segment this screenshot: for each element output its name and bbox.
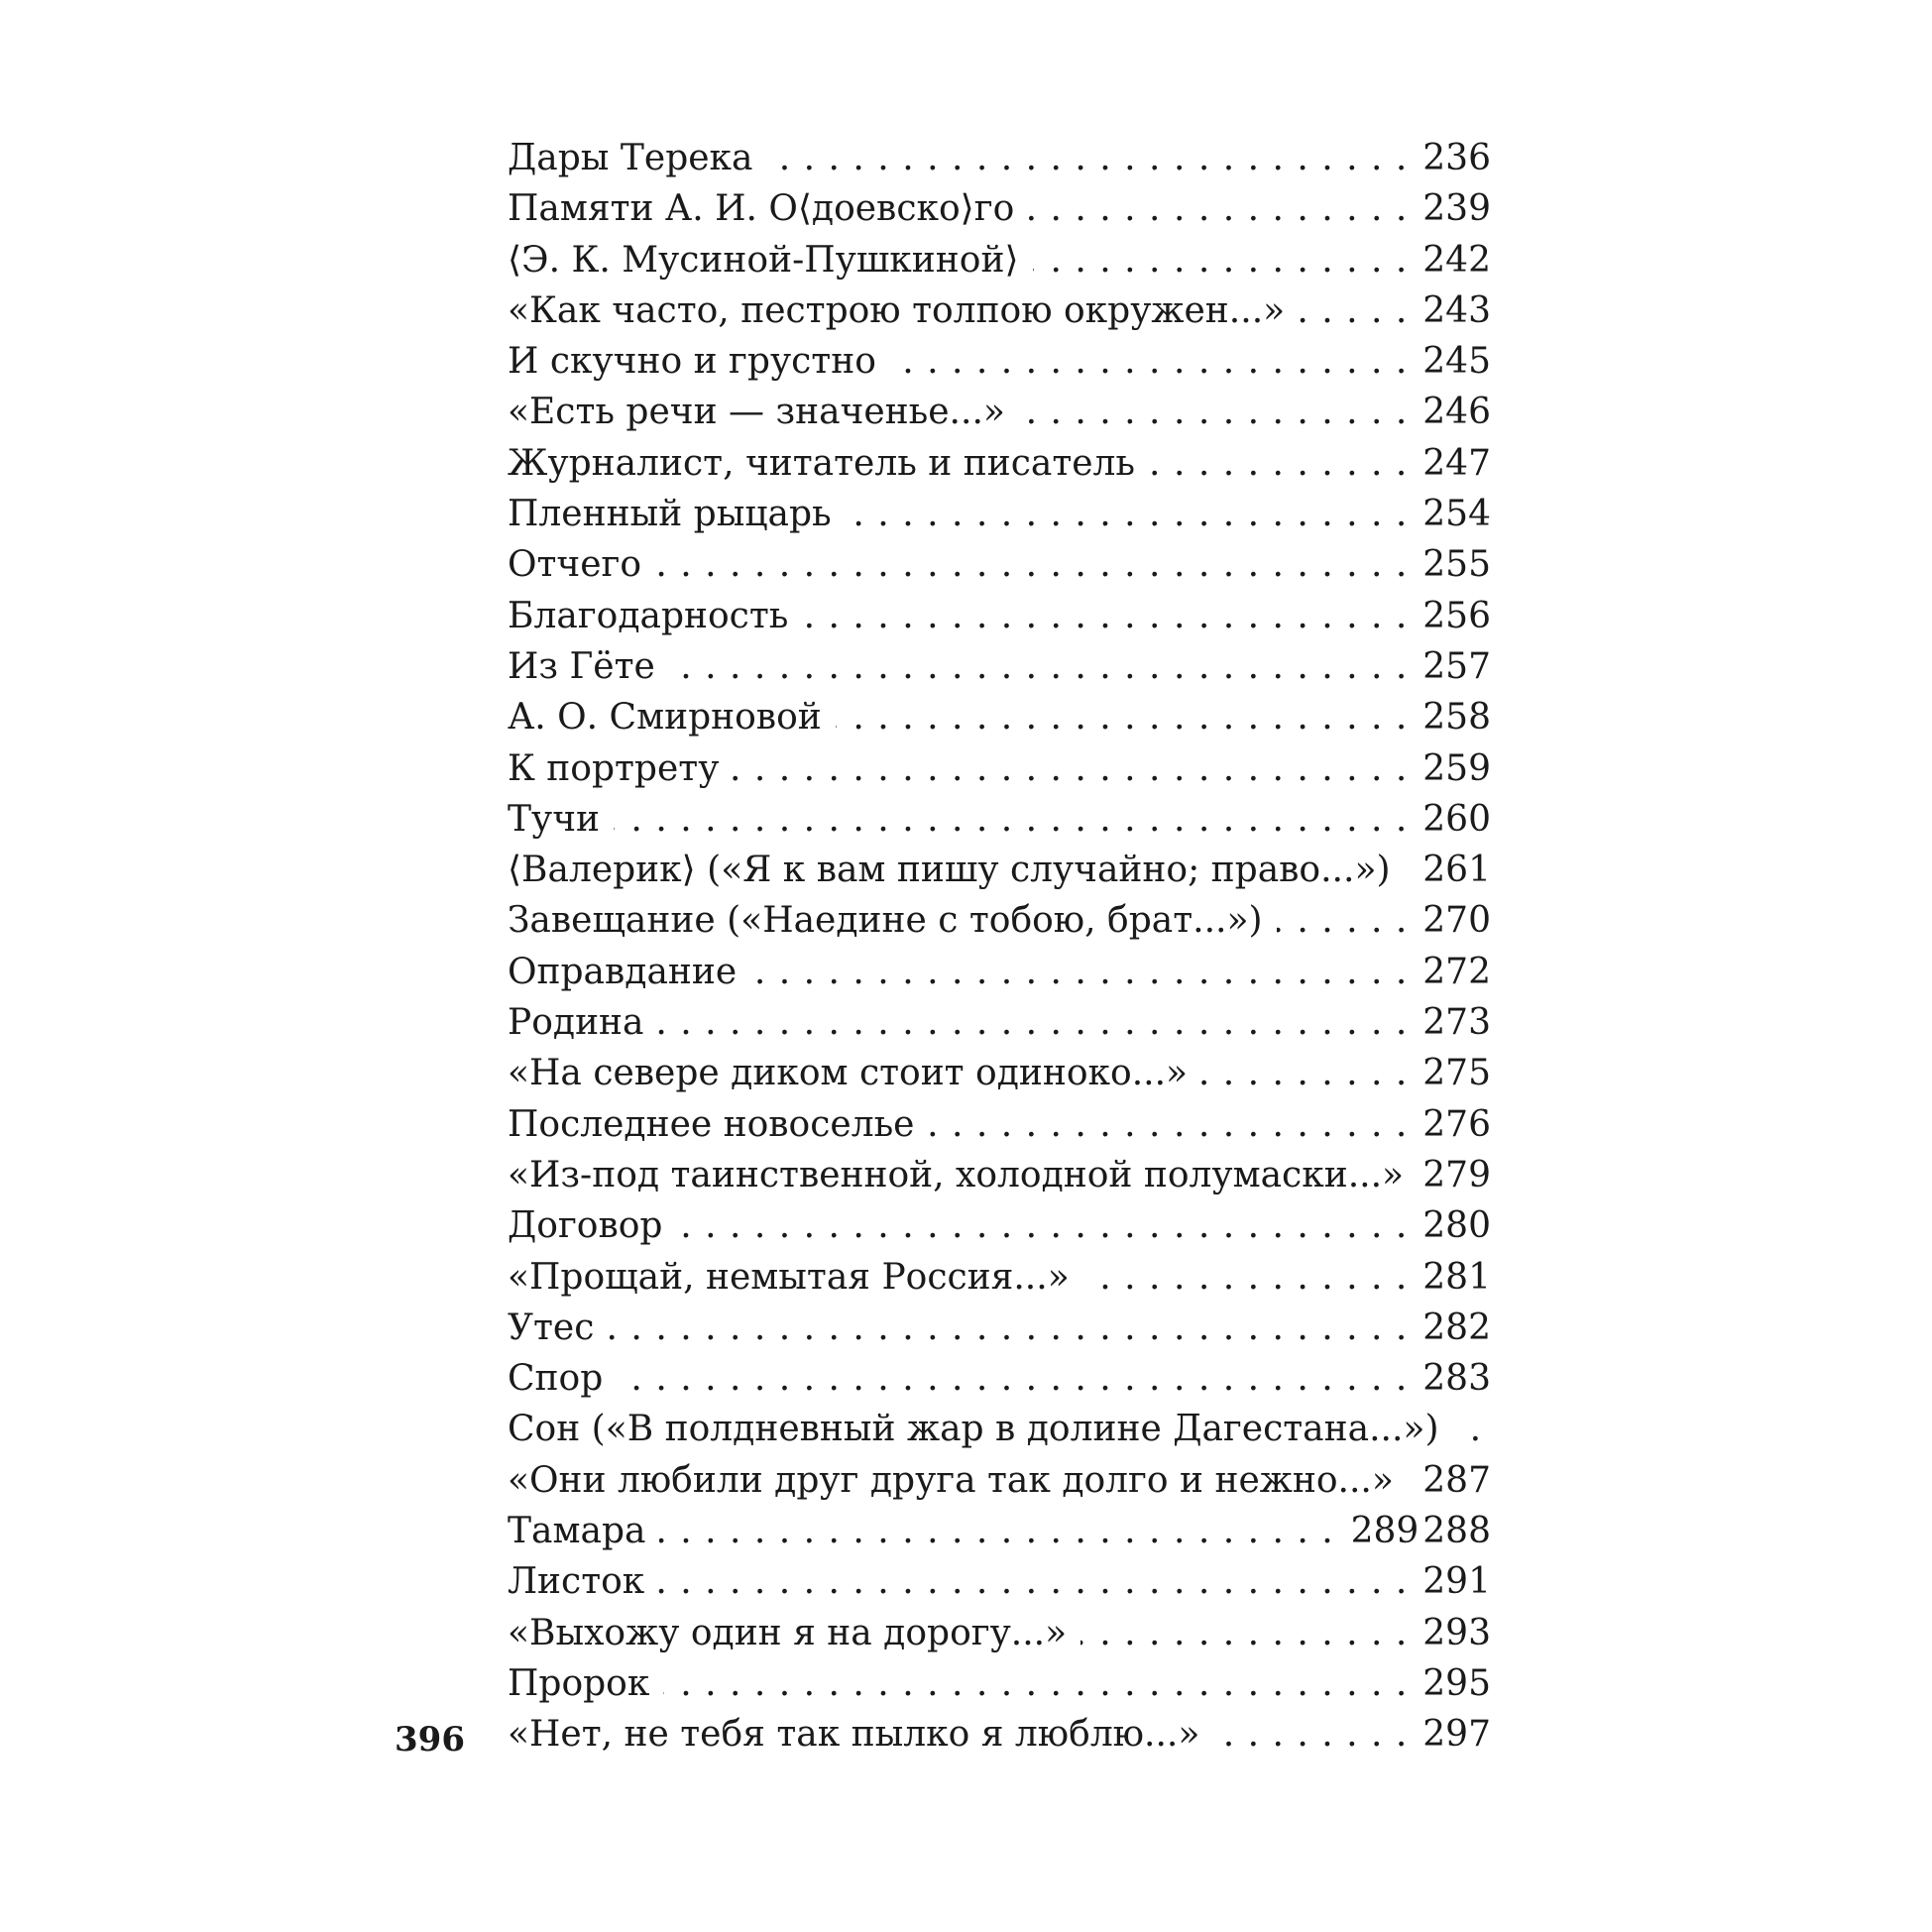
toc-entry — [508, 845, 1491, 895]
toc-entry-title: . . . Родина — [508, 997, 658, 1048]
toc-entry — [508, 1099, 1491, 1150]
toc-entry-page-number: 279 — [1419, 1150, 1491, 1200]
toc-entry — [508, 794, 1491, 845]
toc-entry-page-number: 257 — [1419, 641, 1491, 692]
toc-entry-title: . . . Памяти А. И. О⟨доевско⟩го — [508, 183, 1028, 234]
toc-entry — [508, 285, 1491, 336]
toc-entry-title: . . . «Есть речи — значенье...» — [508, 387, 1019, 437]
toc-entry-page-number: 281 — [1419, 1252, 1491, 1303]
toc-entry — [508, 1303, 1491, 1353]
toc-entry — [508, 1048, 1491, 1098]
toc-entry-page-number: 239 — [1419, 183, 1491, 234]
toc-entry-page-number: 258 — [1419, 692, 1491, 742]
toc-entry-page-number: 295 — [1419, 1658, 1491, 1709]
toc-entry-title: . . . Благодарность — [508, 591, 802, 641]
toc-entry — [508, 336, 1491, 387]
toc-entry-page-number: 243 — [1419, 285, 1491, 336]
table-of-contents — [508, 133, 1491, 1761]
toc-entry-page-number: 254 — [1419, 489, 1491, 539]
toc-entry — [508, 1150, 1491, 1200]
toc-entry — [508, 1709, 1491, 1760]
toc-entry-page-number: 272 — [1419, 947, 1491, 997]
toc-entry-page-number: 275 — [1419, 1048, 1491, 1098]
toc-entry-page-number: 282 — [1419, 1303, 1491, 1353]
toc-entry-page-number: 259 — [1419, 743, 1491, 794]
toc-entry-page-number: 256 — [1419, 591, 1491, 641]
toc-entry-page-number: 273 — [1419, 997, 1491, 1048]
toc-entry-page-number: 283 — [1419, 1353, 1491, 1404]
toc-entry — [508, 743, 1491, 794]
toc-entry — [508, 947, 1491, 997]
toc-entry — [508, 591, 1491, 641]
toc-entry-page-number: 260 — [1419, 794, 1491, 845]
toc-entry-title: . . . Дары Терека — [508, 133, 767, 183]
toc-entry-title: . . . И скучно и грустно — [508, 336, 890, 387]
toc-entry-title: . . . Пророк — [508, 1658, 663, 1709]
toc-entry-title: . . . Пленный рыцарь — [508, 489, 846, 539]
toc-entry-page-number: 291 — [1419, 1556, 1491, 1607]
toc-entry-page-number: 289 — [1347, 1506, 1420, 1556]
toc-entry-page-number: 280 — [1419, 1200, 1491, 1251]
toc-entry-title: . . . Тамара — [508, 1506, 659, 1556]
toc-entry-title: . . . К портрету — [508, 743, 733, 794]
toc-entry-page-number: 246 — [1419, 387, 1491, 437]
toc-entry-title: . . . Тучи — [508, 794, 614, 845]
toc-entry-page-number: 245 — [1419, 336, 1491, 387]
toc-entry-title: . . . «Выхожу один я на дорогу...» — [508, 1608, 1080, 1658]
toc-entry — [508, 539, 1491, 590]
toc-entry-title: . . . Листок — [508, 1556, 658, 1607]
toc-entry — [508, 387, 1491, 437]
toc-entry-page-number: 261 — [1419, 845, 1491, 895]
toc-entry — [508, 895, 1491, 946]
toc-entry-page-number: 293 — [1419, 1608, 1491, 1658]
toc-entry — [508, 438, 1491, 489]
toc-entry-page-number: 297 — [1419, 1709, 1491, 1760]
toc-entry — [508, 235, 1491, 285]
toc-entry-page-number: 242 — [1419, 235, 1491, 285]
toc-entry — [508, 1658, 1491, 1709]
toc-entry-title: . . . Из Гёте — [508, 641, 669, 692]
toc-entry-title: . . . «На севере диком стоит одиноко...» — [508, 1048, 1201, 1098]
toc-entry-title: . . . Сон («В полдневный жар в долине Дагестана...») — [508, 1404, 1453, 1454]
toc-entry — [508, 997, 1491, 1048]
toc-entry-title: . . . ⟨Э. К. Мусиной-Пушкиной⟩ — [508, 235, 1033, 285]
toc-entry-title: . . . Отчего — [508, 539, 655, 590]
toc-entry-title: . . . Последнее новоселье — [508, 1099, 928, 1150]
toc-entry-title: . . . Оправдание — [508, 947, 750, 997]
toc-entry-title: . . . «Из-под таинственной, холодной полумаски...» — [508, 1150, 1418, 1200]
toc-entry — [508, 1353, 1491, 1404]
toc-entry-title: . . . ⟨Валерик⟩ («Я к вам пишу случайно; право...») — [508, 845, 1405, 895]
toc-entry — [508, 489, 1491, 539]
toc-entry-page-number: 255 — [1419, 539, 1491, 590]
toc-entry-title: . . . «Они любили друг друга так долго и нежно...» — [508, 1455, 1408, 1506]
toc-entry — [508, 133, 1491, 183]
toc-entry — [508, 1506, 1491, 1556]
toc-entry — [508, 1200, 1491, 1251]
toc-entry-page-number: 287 — [1419, 1455, 1491, 1506]
toc-entry-title: . . . «Нет, не тебя так пылко я люблю...» — [508, 1709, 1213, 1760]
toc-entry — [508, 183, 1491, 234]
toc-entry-title: . . . Журналист, читатель и писатель — [508, 438, 1149, 489]
toc-entry-page-number: 276 — [1419, 1099, 1491, 1150]
toc-entry-page-number: 236 — [1419, 133, 1491, 183]
page-number: 396 — [395, 1720, 465, 1760]
toc-entry-page-number: 270 — [1419, 895, 1491, 946]
toc-entry-title: . . . Спор — [508, 1353, 617, 1404]
toc-entry — [508, 1556, 1491, 1607]
toc-entry-title: . . . «Прощай, немытая Россия...» — [508, 1252, 1083, 1303]
toc-entry — [508, 1608, 1491, 1658]
toc-entry-title: . . . Утес — [508, 1303, 608, 1353]
toc-entry-title: . . . А. О. Смирновой — [508, 692, 836, 742]
toc-entry-title: . . . «Как часто, пестрою толпою окружен...» — [508, 285, 1299, 336]
toc-entry — [508, 692, 1491, 742]
toc-entry-title: . . . Договор — [508, 1200, 676, 1251]
toc-entry — [508, 1252, 1491, 1303]
toc-entry-page-number: 247 — [1419, 438, 1491, 489]
toc-entry — [508, 641, 1491, 692]
toc-entry-title: . . . Завещание («Наедине с тобою, брат...») — [508, 895, 1277, 946]
toc-entry-page-number: 288 — [1419, 1506, 1491, 1556]
